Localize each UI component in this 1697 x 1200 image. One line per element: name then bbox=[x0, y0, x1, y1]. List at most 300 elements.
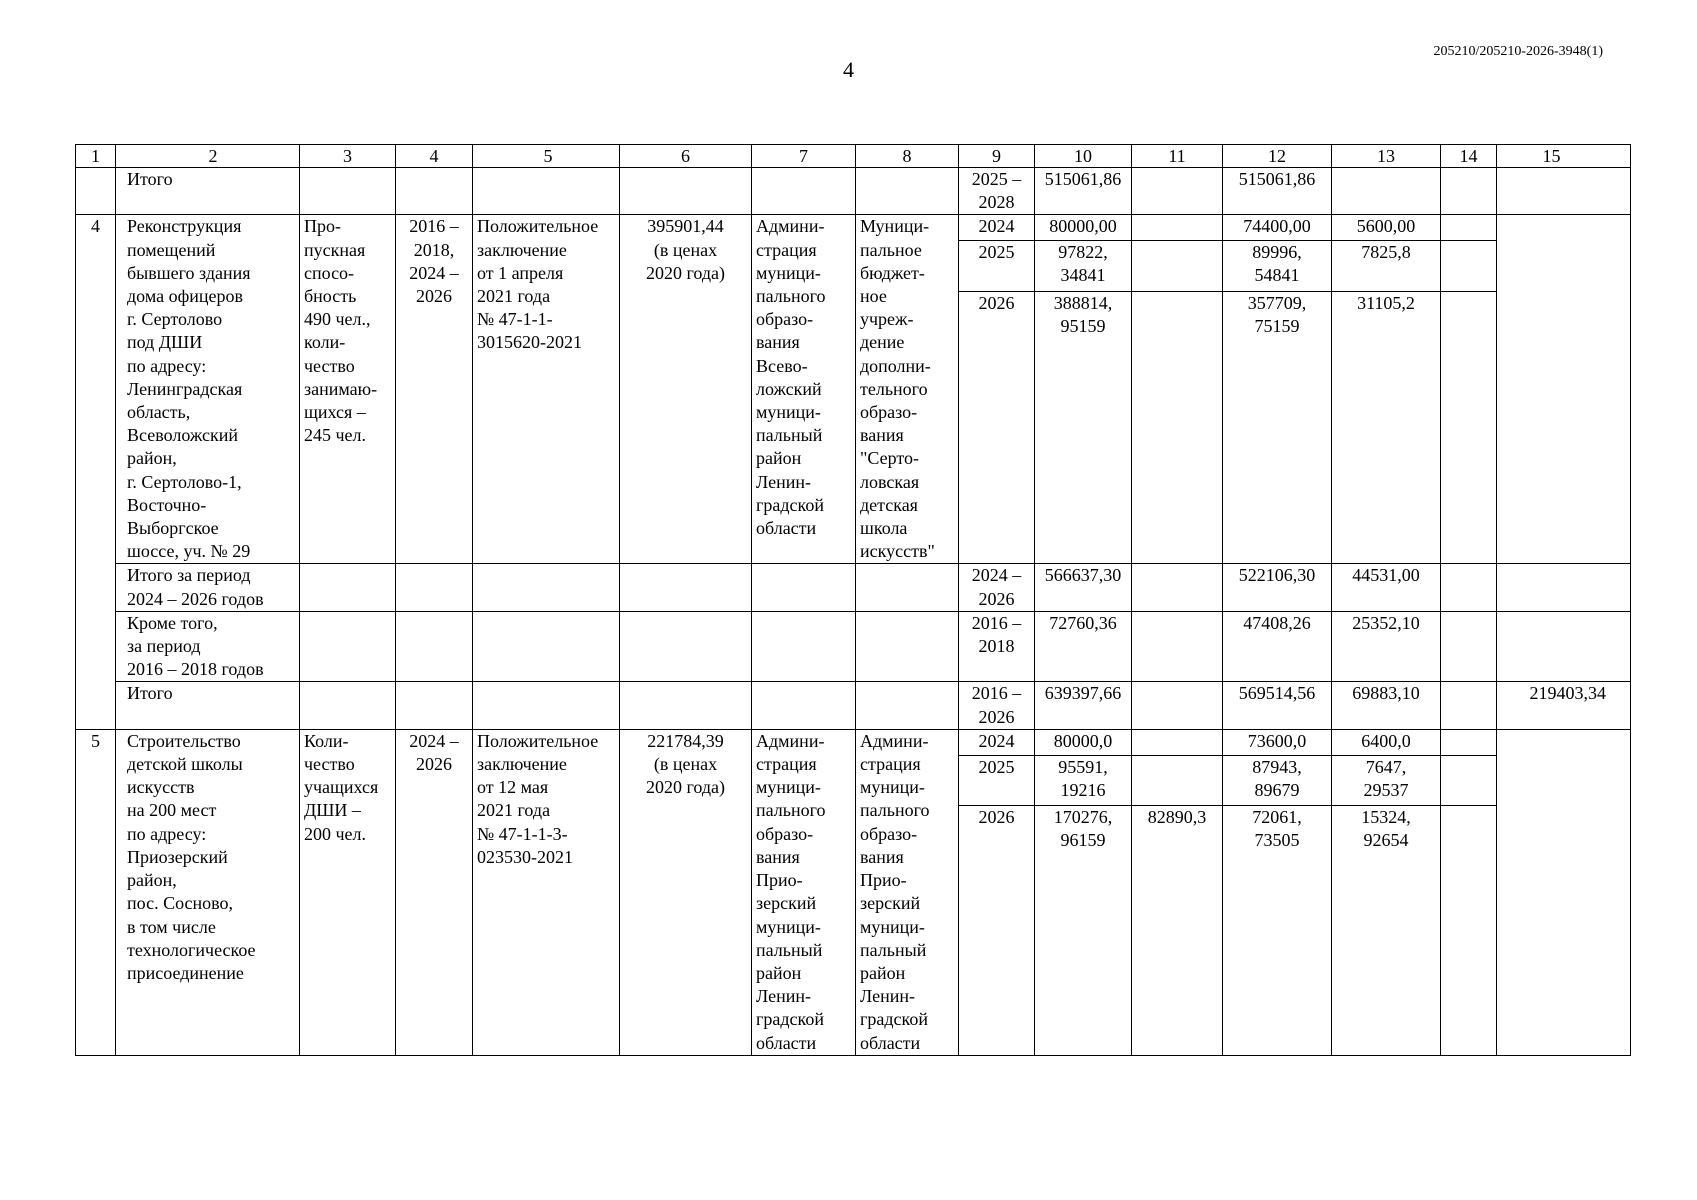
cell-text-line: 2018, bbox=[413, 239, 455, 260]
table-cell-col-5 bbox=[473, 611, 620, 682]
table-cell-col-7 bbox=[752, 168, 856, 215]
table-cell-col-13 bbox=[1332, 564, 1441, 611]
cell-text-line: Итого за период bbox=[127, 565, 251, 586]
cell-text-line: 3015620-2021 bbox=[477, 332, 582, 353]
table-cell-col-9 bbox=[959, 291, 1035, 564]
cell-text-line: по адресу: bbox=[127, 355, 207, 376]
cell-text-line: пального bbox=[860, 800, 930, 821]
cell-text-line: 395901,44 bbox=[647, 216, 724, 237]
cell-text-line: детская bbox=[860, 494, 918, 515]
cell-text-line: пального bbox=[756, 800, 826, 821]
table-cell-col-12 bbox=[1223, 241, 1332, 292]
cell-text-line: Восточно- bbox=[127, 494, 207, 515]
page-number: 4 bbox=[843, 57, 854, 82]
column-number-2: 2 bbox=[116, 145, 300, 168]
cell-text-line: 2028 bbox=[978, 192, 1015, 213]
table-cell-col-7 bbox=[752, 682, 856, 729]
cell-text-line: Админи- bbox=[756, 730, 825, 751]
document-code: 205210/205210-2026-3948(1) bbox=[1433, 44, 1603, 59]
cell-text-line: страция bbox=[860, 754, 921, 775]
cell-text-line: 72061, bbox=[1252, 807, 1302, 828]
cell-text-line: 80000,00 bbox=[1049, 216, 1117, 237]
table-cell-col-9 bbox=[959, 168, 1035, 215]
table-cell-col-2 bbox=[116, 215, 300, 564]
cell-text-line: муници- bbox=[860, 916, 925, 937]
cell-text-line: 2024 bbox=[978, 730, 1015, 751]
cell-text-line: дополни- bbox=[860, 355, 931, 376]
cell-text-line: пускная bbox=[304, 239, 366, 260]
cell-text-line: район, bbox=[127, 448, 177, 469]
table-cell-col-7 bbox=[752, 215, 856, 564]
cell-text-line: детской школы bbox=[127, 754, 243, 775]
cell-text-line: 245 чел. bbox=[304, 425, 367, 446]
table-cell-col-5 bbox=[473, 564, 620, 611]
cell-text-line: пос. Сосново, bbox=[127, 893, 234, 914]
cell-text-line: муници- bbox=[756, 777, 821, 798]
cell-text-line: спосо- bbox=[304, 262, 355, 283]
table-cell-col-6 bbox=[620, 168, 752, 215]
table-cell-col-11 bbox=[1132, 682, 1223, 729]
cell-text-line: помещений bbox=[127, 239, 216, 260]
table-cell-col-9 bbox=[959, 729, 1035, 755]
table-cell-col-11 bbox=[1132, 215, 1223, 241]
cell-text-line: 5 bbox=[91, 730, 100, 751]
table-cell-col-2 bbox=[116, 611, 300, 682]
table-cell-col-14 bbox=[1441, 168, 1497, 215]
table-cell-col-14 bbox=[1441, 729, 1497, 755]
cell-text-line: 221784,39 bbox=[647, 730, 724, 751]
cell-text-line: район, bbox=[127, 870, 177, 891]
table-cell-col-11 bbox=[1132, 755, 1223, 806]
cell-text-line: пальное bbox=[860, 239, 922, 260]
cell-text-line: Ленин- bbox=[756, 986, 811, 1007]
cell-text-line: муници- bbox=[860, 777, 925, 798]
cell-text-line: искусств" bbox=[860, 541, 935, 562]
cell-text-line: ловская bbox=[860, 471, 920, 492]
table-cell-col-7 bbox=[752, 729, 856, 1055]
cell-text-line: щихся – bbox=[304, 402, 366, 423]
cell-text-line: 2016 – bbox=[409, 216, 459, 237]
cell-text-line: (в ценах bbox=[653, 754, 718, 775]
table-cell-col-8 bbox=[856, 564, 959, 611]
cell-text-line: область, bbox=[127, 402, 191, 423]
table-cell-col-6 bbox=[620, 682, 752, 729]
table-cell-col-9 bbox=[959, 682, 1035, 729]
cell-text-line: Админи- bbox=[756, 216, 825, 237]
cell-text-line: район bbox=[756, 962, 802, 983]
cell-text-line: 2025 – bbox=[971, 169, 1022, 189]
cell-text-line: 2024 – bbox=[971, 565, 1022, 586]
cell-text-line: 69883,10 bbox=[1352, 683, 1420, 704]
cell-text-line: области bbox=[756, 518, 817, 539]
cell-text-line: 219403,34 bbox=[1529, 683, 1606, 704]
table-cell-col-13 bbox=[1332, 682, 1441, 729]
column-number-11: 11 bbox=[1132, 145, 1223, 168]
table-cell-col-5 bbox=[473, 215, 620, 564]
table-cell-col-1 bbox=[76, 215, 116, 729]
cell-text-line: Реконструкция bbox=[127, 216, 242, 237]
cell-text-line: технологическое bbox=[127, 939, 256, 960]
cell-text-line: вания bbox=[756, 332, 800, 353]
table-cell-col-6 bbox=[620, 215, 752, 564]
column-number-6: 6 bbox=[620, 145, 752, 168]
table-cell-col-3 bbox=[300, 564, 396, 611]
cell-text-line: занимаю- bbox=[304, 378, 378, 399]
table-cell-col-8 bbox=[856, 168, 959, 215]
table-cell-col-14 bbox=[1441, 611, 1497, 682]
cell-text-line: Коли- bbox=[304, 730, 349, 751]
table-cell-col-10 bbox=[1035, 755, 1132, 806]
cell-text-line: 54841 bbox=[1254, 265, 1300, 286]
cell-text-line: коли- bbox=[304, 332, 346, 353]
table-cell-col-8 bbox=[856, 611, 959, 682]
table-cell-col-6 bbox=[620, 611, 752, 682]
cell-text-line: муници- bbox=[756, 262, 821, 283]
table-cell-col-8 bbox=[856, 682, 959, 729]
table-cell-col-11 bbox=[1132, 168, 1223, 215]
cell-text-line: от 12 мая bbox=[477, 777, 549, 798]
cell-text-line: 15324, bbox=[1361, 807, 1411, 828]
table-cell-col-12 bbox=[1223, 611, 1332, 682]
cell-text-line: пальный bbox=[860, 939, 927, 960]
cell-text-line: вания bbox=[860, 425, 904, 446]
cell-text-line: градской bbox=[756, 494, 824, 515]
cell-text-line: 7647, bbox=[1365, 756, 1407, 777]
table-cell-col-9 bbox=[959, 564, 1035, 611]
table-cell-col-4 bbox=[396, 611, 473, 682]
cell-text-line: Положительное bbox=[477, 730, 599, 751]
cell-text-line: заключение bbox=[477, 239, 567, 260]
table-body bbox=[76, 145, 1631, 1056]
table-cell-col-1 bbox=[76, 168, 116, 215]
cell-text-line: г. Сертолово-1, bbox=[127, 471, 242, 492]
cell-text-line: чество bbox=[304, 355, 355, 376]
cell-text-line: 2026 bbox=[978, 706, 1015, 727]
cell-text-line: 34841 bbox=[1060, 265, 1106, 286]
cell-text-line: 87943, bbox=[1252, 756, 1302, 777]
cell-text-line: бывшего здания bbox=[127, 262, 251, 283]
cell-text-line: искусств bbox=[127, 777, 195, 798]
cell-text-line: образо- bbox=[860, 823, 918, 844]
cell-text-line: присоединение bbox=[127, 962, 244, 983]
cell-text-line: шоссе, уч. № 29 bbox=[127, 541, 251, 562]
cell-text-line: (в ценах bbox=[653, 239, 718, 260]
table-row bbox=[76, 564, 1631, 611]
cell-text-line: 2024 – bbox=[409, 730, 459, 751]
cell-text-line: район bbox=[756, 448, 802, 469]
table-cell-col-14 bbox=[1441, 682, 1497, 729]
cell-text-line: 388814, bbox=[1053, 292, 1113, 313]
cell-text-line: 29537 bbox=[1363, 779, 1409, 800]
cell-text-line: 97822, bbox=[1058, 242, 1108, 263]
header-row bbox=[76, 145, 1631, 168]
cell-text-line: пальный bbox=[756, 425, 823, 446]
cell-text-line: вания bbox=[860, 846, 904, 867]
financing-table bbox=[75, 144, 1631, 1056]
cell-text-line: страция bbox=[756, 754, 817, 775]
cell-text-line: Про- bbox=[304, 216, 341, 237]
cell-text-line: школа bbox=[860, 518, 908, 539]
table-cell-col-10 bbox=[1035, 291, 1132, 564]
cell-text-line: Итого bbox=[127, 169, 173, 189]
table-cell-col-6 bbox=[620, 564, 752, 611]
cell-text-line: муници- bbox=[756, 916, 821, 937]
cell-text-line: градской bbox=[860, 1009, 928, 1030]
cell-text-line: образо- bbox=[756, 823, 814, 844]
table-cell-col-13 bbox=[1332, 241, 1441, 292]
table-cell-col-5 bbox=[473, 168, 620, 215]
cell-text-line: на 200 мест bbox=[127, 800, 217, 821]
table-cell-col-12 bbox=[1223, 215, 1332, 241]
cell-text-line: Ленин- bbox=[756, 471, 811, 492]
table-cell-col-10 bbox=[1035, 215, 1132, 241]
table-cell-col-9 bbox=[959, 611, 1035, 682]
table-cell-col-4 bbox=[396, 168, 473, 215]
table-row bbox=[76, 215, 1631, 241]
cell-text-line: 522106,30 bbox=[1238, 565, 1316, 586]
cell-text-line: 515061,86 bbox=[1044, 169, 1122, 189]
table-cell-col-12 bbox=[1223, 682, 1332, 729]
cell-text-line: муници- bbox=[756, 402, 821, 423]
table-cell-col-3 bbox=[300, 729, 396, 1055]
cell-text-line: Админи- bbox=[860, 730, 929, 751]
cell-text-line: пальный bbox=[756, 939, 823, 960]
cell-text-line: образо- bbox=[756, 309, 814, 330]
cell-text-line: заключение bbox=[477, 754, 567, 775]
cell-text-line: 72760,36 bbox=[1049, 612, 1117, 633]
table-cell-col-10 bbox=[1035, 564, 1132, 611]
table-cell-col-8 bbox=[856, 729, 959, 1055]
cell-text-line: ДШИ – bbox=[304, 800, 361, 821]
cell-text-line: г. Сертолово bbox=[127, 309, 223, 330]
cell-text-line: в том числе bbox=[127, 916, 216, 937]
cell-text-line: Прио- bbox=[756, 870, 803, 891]
column-number-15: 15 bbox=[1497, 145, 1631, 168]
table-cell-col-14 bbox=[1441, 291, 1497, 564]
column-number-8: 8 bbox=[856, 145, 959, 168]
table-cell-col-12 bbox=[1223, 291, 1332, 564]
column-number-14: 14 bbox=[1441, 145, 1497, 168]
table-cell-col-9 bbox=[959, 215, 1035, 241]
cell-text-line: градской bbox=[756, 1009, 824, 1030]
table-cell-col-11 bbox=[1132, 611, 1223, 682]
table-cell-col-14 bbox=[1441, 806, 1497, 1056]
cell-text-line: 47408,26 bbox=[1243, 612, 1311, 633]
cell-text-line: образо- bbox=[860, 402, 918, 423]
cell-text-line: 023530-2021 bbox=[477, 846, 573, 867]
cell-text-line: 89996, bbox=[1252, 242, 1302, 263]
cell-text-line: дение bbox=[860, 332, 905, 353]
table-cell-col-6 bbox=[620, 729, 752, 1055]
cell-text-line: зерский bbox=[756, 893, 817, 914]
cell-text-line: Ленинградская bbox=[127, 378, 243, 399]
cell-text-line: Приозерский bbox=[127, 846, 228, 867]
cell-text-line: 2016 – 2018 годов bbox=[127, 659, 264, 680]
cell-text-line: "Серто- bbox=[860, 448, 919, 469]
cell-text-line: Ленин- bbox=[860, 986, 915, 1007]
cell-text-line: области bbox=[860, 1032, 921, 1053]
cell-text-line: по адресу: bbox=[127, 823, 207, 844]
table-cell-col-12 bbox=[1223, 168, 1332, 215]
cell-text-line: 2020 года) bbox=[645, 777, 726, 798]
table-row bbox=[76, 729, 1631, 755]
cell-text-line: 2024 – 2026 годов bbox=[127, 588, 264, 609]
cell-text-line: 2020 года) bbox=[645, 262, 726, 283]
table-cell-col-5 bbox=[473, 729, 620, 1055]
table-cell-col-14 bbox=[1441, 564, 1497, 611]
table-cell-col-1 bbox=[76, 729, 116, 1055]
cell-text-line: чество bbox=[304, 754, 355, 775]
cell-text-line: от 1 апреля bbox=[477, 262, 564, 283]
table-cell-col-13 bbox=[1332, 215, 1441, 241]
table-cell-col-9 bbox=[959, 806, 1035, 1056]
column-number-12: 12 bbox=[1223, 145, 1332, 168]
cell-text-line: 2016 – bbox=[971, 683, 1022, 704]
table-cell-col-2 bbox=[116, 168, 300, 215]
cell-text-line: 2026 bbox=[978, 588, 1015, 609]
cell-text-line: под ДШИ bbox=[127, 332, 203, 353]
cell-text-line: 25352,10 bbox=[1352, 612, 1420, 633]
table-cell-col-3 bbox=[300, 168, 396, 215]
column-number-7: 7 bbox=[752, 145, 856, 168]
cell-text-line: 639397,66 bbox=[1044, 683, 1122, 704]
table-cell-col-13 bbox=[1332, 755, 1441, 806]
cell-text-line: ное bbox=[860, 286, 887, 307]
cell-text-line: 44531,00 bbox=[1352, 565, 1420, 586]
table-cell-col-15 bbox=[1497, 168, 1631, 215]
cell-text-line: Всево- bbox=[756, 355, 808, 376]
table-cell-col-13 bbox=[1332, 806, 1441, 1056]
cell-text-line: Кроме того, bbox=[127, 612, 218, 633]
table-cell-col-4 bbox=[396, 215, 473, 564]
cell-text-line: 200 чел. bbox=[304, 823, 367, 844]
table-cell-col-7 bbox=[752, 564, 856, 611]
column-number-1: 1 bbox=[76, 145, 116, 168]
column-number-5: 5 bbox=[473, 145, 620, 168]
cell-text-line: 95591, bbox=[1058, 756, 1108, 777]
table-cell-col-15 bbox=[1497, 682, 1631, 729]
cell-text-line: 569514,56 bbox=[1238, 683, 1316, 704]
cell-text-line: дома офицеров bbox=[127, 286, 243, 307]
cell-text-line: 2024 – bbox=[409, 262, 459, 283]
cell-text-line: бность bbox=[304, 286, 357, 307]
cell-text-line: 92654 bbox=[1363, 830, 1409, 851]
cell-text-line: 170276, bbox=[1053, 807, 1113, 828]
table-cell-col-11 bbox=[1132, 729, 1223, 755]
table-cell-col-15 bbox=[1497, 215, 1631, 564]
cell-text-line: ложский bbox=[756, 378, 822, 399]
cell-text-line: Муници- bbox=[860, 216, 930, 237]
cell-text-line: 2026 bbox=[978, 292, 1015, 313]
table-cell-col-3 bbox=[300, 215, 396, 564]
cell-text-line: 89679 bbox=[1254, 779, 1300, 800]
column-number-9: 9 bbox=[959, 145, 1035, 168]
table-cell-col-7 bbox=[752, 611, 856, 682]
cell-text-line: 2024 bbox=[978, 216, 1015, 237]
table-cell-col-9 bbox=[959, 755, 1035, 806]
table-cell-col-8 bbox=[856, 215, 959, 564]
cell-text-line: 96159 bbox=[1060, 830, 1106, 851]
cell-text-line: бюджет- bbox=[860, 262, 925, 283]
cell-text-line: 2026 bbox=[978, 807, 1015, 828]
cell-text-line: Выборгское bbox=[127, 518, 219, 539]
table-cell-col-2 bbox=[116, 682, 300, 729]
cell-text-line: № 47-1-1-3- bbox=[477, 823, 568, 844]
table-cell-col-14 bbox=[1441, 241, 1497, 292]
cell-text-line: Прио- bbox=[860, 870, 907, 891]
cell-text-line: Строительство bbox=[127, 730, 241, 751]
table-cell-col-12 bbox=[1223, 564, 1332, 611]
cell-text-line: учащихся bbox=[304, 777, 379, 798]
table-cell-col-4 bbox=[396, 564, 473, 611]
table-cell-col-14 bbox=[1441, 755, 1497, 806]
cell-text-line: 566637,30 bbox=[1044, 565, 1122, 586]
table-cell-col-13 bbox=[1332, 611, 1441, 682]
cell-text-line: 74400,00 bbox=[1243, 216, 1311, 237]
cell-text-line: 95159 bbox=[1060, 315, 1106, 336]
table-cell-col-13 bbox=[1332, 729, 1441, 755]
table-cell-col-12 bbox=[1223, 806, 1332, 1056]
cell-text-line: 490 чел., bbox=[304, 309, 371, 330]
cell-text-line: 4 bbox=[91, 216, 100, 237]
cell-text-line: 2018 bbox=[978, 636, 1015, 657]
table-cell-col-5 bbox=[473, 682, 620, 729]
cell-text-line: вания bbox=[756, 846, 800, 867]
cell-text-line: учреж- bbox=[860, 309, 914, 330]
cell-text-line: за период bbox=[127, 636, 201, 657]
cell-text-line: 2021 года bbox=[477, 800, 551, 821]
table-cell-col-10 bbox=[1035, 682, 1132, 729]
table-cell-col-2 bbox=[116, 729, 300, 1055]
cell-text-line: 515061,86 bbox=[1238, 169, 1316, 189]
table-cell-col-12 bbox=[1223, 729, 1332, 755]
table-cell-col-10 bbox=[1035, 729, 1132, 755]
cell-text-line: Всеволожский bbox=[127, 425, 238, 446]
cell-text-line: 31105,2 bbox=[1357, 292, 1415, 313]
table-row bbox=[76, 682, 1631, 729]
column-number-13: 13 bbox=[1332, 145, 1441, 168]
table-cell-col-13 bbox=[1332, 168, 1441, 215]
cell-text-line: № 47-1-1- bbox=[477, 309, 553, 330]
table-row bbox=[76, 168, 1631, 215]
column-number-10: 10 bbox=[1035, 145, 1132, 168]
cell-text-line: 75159 bbox=[1254, 315, 1300, 336]
cell-text-line: 6400,0 bbox=[1361, 730, 1411, 751]
cell-text-line: страция bbox=[756, 239, 817, 260]
table-cell-col-11 bbox=[1132, 241, 1223, 292]
cell-text-line: 2025 bbox=[978, 242, 1015, 263]
cell-text-line: 357709, bbox=[1247, 292, 1307, 313]
cell-text-line: 82890,3 bbox=[1147, 807, 1207, 828]
table-cell-col-10 bbox=[1035, 241, 1132, 292]
cell-text-line: 2026 bbox=[416, 286, 452, 307]
cell-text-line: 5600,00 bbox=[1356, 216, 1416, 237]
cell-text-line: 19216 bbox=[1060, 779, 1106, 800]
table-cell-col-11 bbox=[1132, 806, 1223, 1056]
table-cell-col-10 bbox=[1035, 611, 1132, 682]
cell-text-line: пального bbox=[756, 286, 826, 307]
table-cell-col-4 bbox=[396, 729, 473, 1055]
table-cell-col-10 bbox=[1035, 168, 1132, 215]
column-number-3: 3 bbox=[300, 145, 396, 168]
column-number-4: 4 bbox=[396, 145, 473, 168]
table-cell-col-11 bbox=[1132, 564, 1223, 611]
table-cell-col-3 bbox=[300, 682, 396, 729]
table-cell-col-4 bbox=[396, 682, 473, 729]
cell-text-line: 2016 – bbox=[971, 612, 1022, 633]
cell-text-line: 2025 bbox=[978, 756, 1015, 777]
table-row bbox=[76, 611, 1631, 682]
